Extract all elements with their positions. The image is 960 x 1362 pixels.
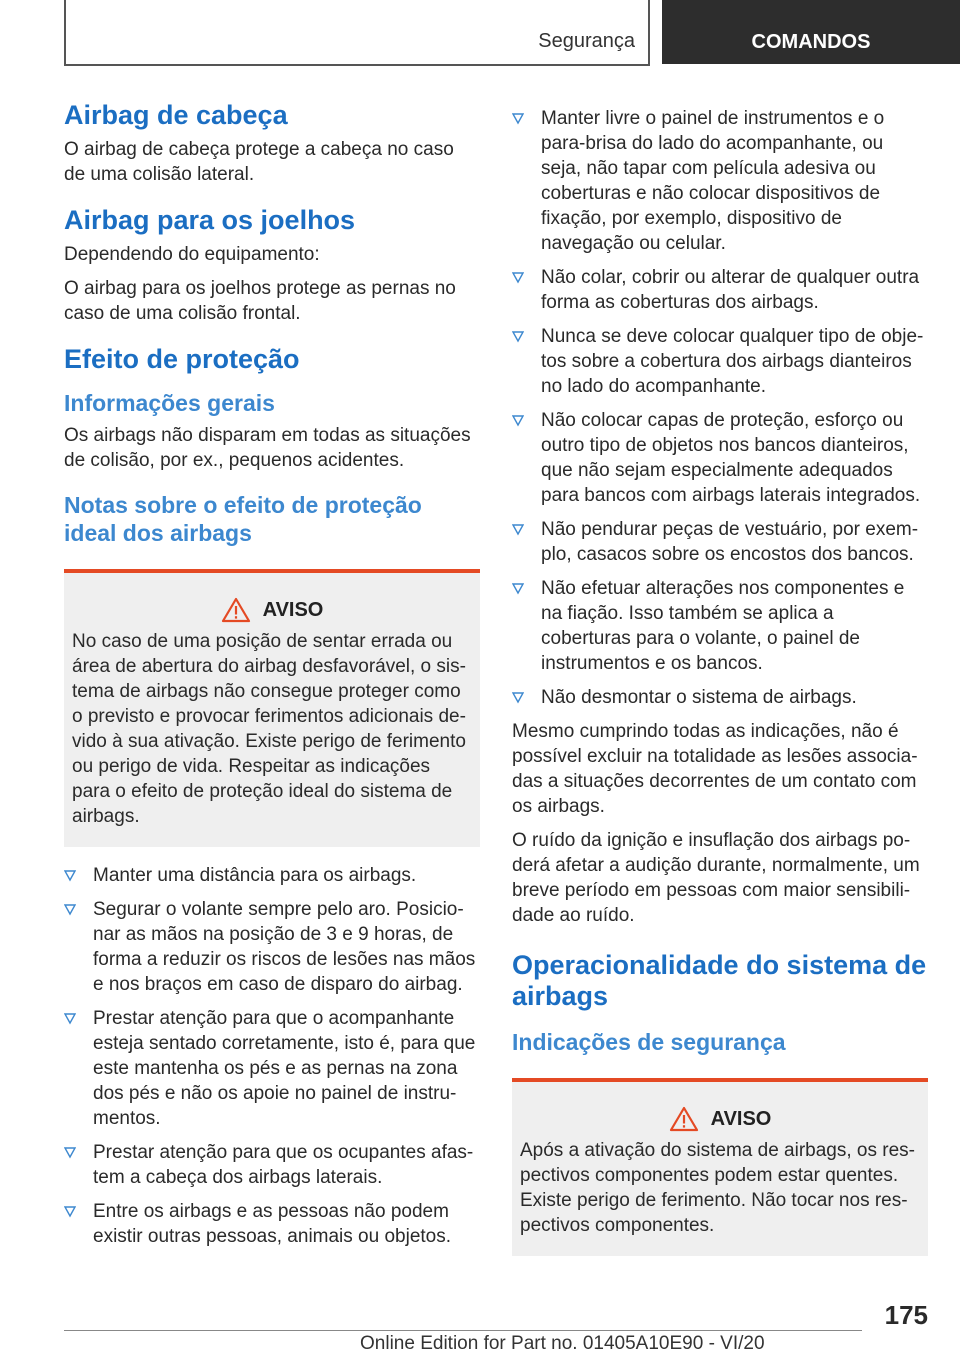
triangle-bullet-icon	[64, 870, 76, 882]
subheading-safety-notes: Indicações de segurança	[512, 1029, 786, 1055]
triangle-bullet-icon	[64, 1206, 76, 1218]
header-chapter-tab: COMANDOS	[662, 0, 960, 64]
list-item	[64, 1199, 480, 1249]
heading-head-airbag: Airbag de cabeça	[64, 100, 288, 130]
page-number: 175	[884, 1300, 928, 1330]
triangle-bullet-icon	[64, 1147, 76, 1159]
list-item	[512, 517, 928, 567]
list-item	[512, 324, 928, 399]
warning-title: AVISO	[262, 598, 324, 621]
triangle-bullet-icon	[512, 113, 524, 125]
list-item	[64, 1140, 480, 1190]
heading-knee-airbag: Airbag para os joelhos	[64, 205, 356, 235]
edition-note: Online Edition for Part no. 01405A10E90 - VI/20	[360, 1333, 765, 1354]
heading-airbag-operability: Operacionalidade do sistema de airbags	[512, 950, 927, 1011]
list-item-text: Não colar, cobrir ou alterar de qualquer outra forma as coberturas dos airbags.	[541, 267, 920, 313]
warning-triangle-icon	[669, 1106, 699, 1132]
paragraph-general-info: Os airbags não disparam em todas as situações de colisão, por ex., pequenos acidentes.	[64, 425, 471, 471]
safety-list	[512, 106, 928, 710]
paragraph-knee-airbag: O airbag para os joelhos protege as pernas no caso de uma colisão frontal.	[64, 278, 456, 324]
list-item-text: Não colocar capas de proteção, esforço ou outro tipo de objetos nos bancos dianteiros, que não sejam especialmente adequados para bancos com airbags laterais integrados.	[541, 410, 921, 506]
list-item	[512, 106, 928, 256]
triangle-bullet-icon	[512, 415, 524, 427]
warning-box	[512, 1078, 928, 1256]
list-item	[512, 408, 928, 508]
list-item-text: Não desmontar o sistema de airbags.	[541, 687, 857, 708]
triangle-bullet-icon	[64, 1013, 76, 1025]
paragraph-noise: O ruído da ignição e insuflação dos airbags poderá afetar a audição durante, normalmente, um breve período em pessoas com maior sensibilidade ao ruído.	[512, 830, 920, 926]
subheading-general-info: Informações gerais	[64, 390, 275, 416]
triangle-bullet-icon	[512, 524, 524, 536]
left-column	[64, 100, 480, 1258]
list-item-text: Não efetuar alterações nos componentes e na fiação. Isso também se aplica a coberturas para o volante, o painel de instrumentos e os bancos.	[541, 578, 905, 674]
page-header	[0, 0, 960, 66]
list-item	[64, 863, 480, 888]
triangle-bullet-icon	[512, 331, 524, 343]
warning-text: Após a ativação do sistema de airbags, os respectivos componentes podem estar quentes. Existe perigo de ferimento. Não tocar nos respectivos componentes.	[520, 1140, 915, 1236]
triangle-bullet-icon	[512, 692, 524, 704]
list-item	[512, 576, 928, 676]
paragraph-head-airbag: O airbag de cabeça protege a cabeça no caso de uma colisão lateral.	[64, 139, 454, 185]
list-item-text: Manter livre o painel de instrumentos e o para-brisa do lado do acompanhante, ou seja, não tapar com película adesiva ou coberturas e não colocar dispositivos de fixação, por exemplo, dispositivo de navegação ou celular.	[541, 108, 885, 254]
list-item-text: Não pendurar peças de vestuário, por exemplo, casacos sobre os encostos dos bancos.	[541, 519, 919, 565]
warning-box	[64, 569, 480, 847]
warning-title: AVISO	[710, 1107, 772, 1130]
list-item-text: Entre os airbags e as pessoas não podem existir outras pessoas, animais ou objetos.	[93, 1201, 452, 1247]
header-bottom-rule	[64, 64, 650, 66]
list-item	[64, 1006, 480, 1131]
header-left-rule	[64, 0, 66, 66]
list-item	[512, 265, 928, 315]
paragraph-residual-risk: Mesmo cumprindo todas as indicações, não é possível excluir na totalidade as lesões associadas a situações decorrentes de um contato com os airbags.	[512, 721, 918, 817]
triangle-bullet-icon	[512, 583, 524, 595]
safety-list	[64, 863, 480, 1249]
list-item-text: Prestar atenção para que o acompanhante esteja sentado corretamente, isto é, para que este mantenha os pés e as pernas na zona dos pés e não os apoie no painel de instrumentos.	[93, 1008, 476, 1129]
list-item	[512, 685, 928, 710]
list-item	[64, 897, 480, 997]
list-item-text: Prestar atenção para que os ocupantes afastem a cabeça dos airbags laterais.	[93, 1142, 474, 1188]
list-item-text: Manter uma distância para os airbags.	[93, 865, 417, 886]
subheading-protection-notes: Notas sobre o efeito de proteção ideal dos airbags	[64, 492, 422, 546]
list-item-text: Segurar o volante sempre pelo aro. Posicionar as mãos na posição de 3 e 9 horas, de forma a reduzir os riscos de lesões nas mãos e nos braços em caso de disparo do airbag.	[93, 899, 476, 995]
heading-protection-effect: Efeito de proteção	[64, 344, 300, 374]
list-item-text: Nunca se deve colocar qualquer tipo de objetos sobre a cobertura dos airbags dianteiros no lado do acompanhante.	[541, 326, 924, 397]
paragraph-knee-equipment: Dependendo do equipamento:	[64, 244, 320, 265]
warning-text: No caso de uma posição de sentar errada ou área de abertura do airbag desfavorável, o sistema de airbags não consegue proteger como o previsto e provocar ferimentos adicionais devido à sua ativação. Existe perigo de ferimento ou perigo de vida. Respeitar as indicações para o efeito de proteção ideal do sistema de airbags.	[72, 631, 466, 827]
triangle-bullet-icon	[512, 272, 524, 284]
header-section-title: Segurança	[538, 30, 635, 52]
right-column	[512, 106, 928, 1272]
footer-rule	[64, 1330, 862, 1331]
triangle-bullet-icon	[64, 904, 76, 916]
warning-triangle-icon	[221, 597, 251, 623]
header-separator	[648, 0, 650, 66]
